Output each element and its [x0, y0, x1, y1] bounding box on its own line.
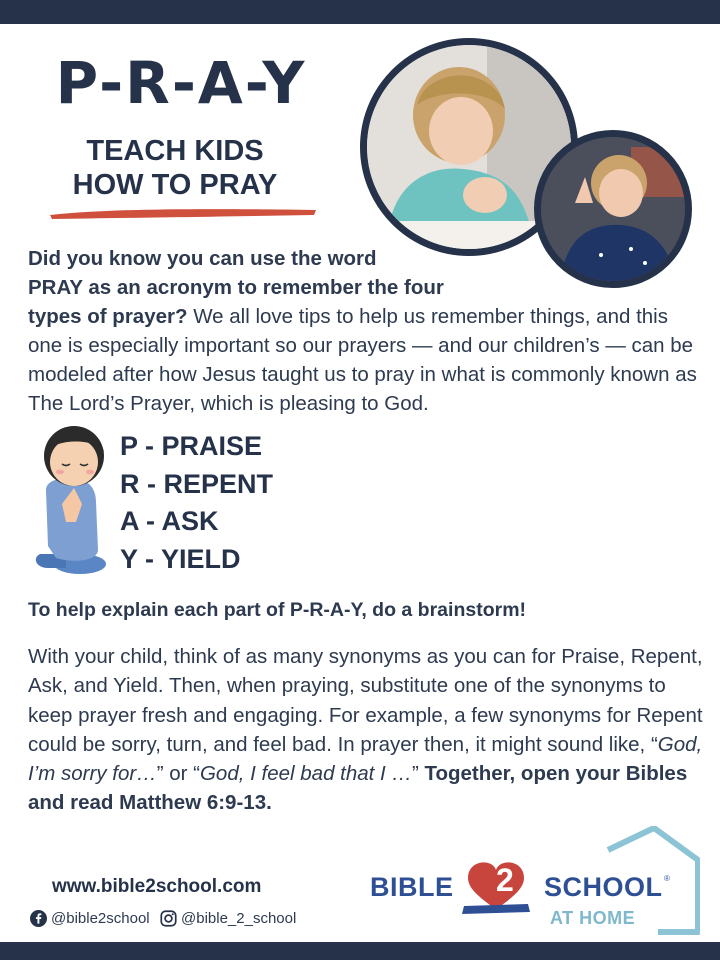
- facebook-icon: [30, 910, 47, 927]
- instagram-handle[interactable]: [160, 910, 296, 927]
- logo-registered-mark: ®: [664, 874, 670, 883]
- website-link[interactable]: www.bible2school.com: [52, 876, 262, 897]
- instagram-icon: [160, 910, 177, 927]
- body-quote-1: God, I’m sorry for…: [28, 732, 703, 786]
- intro-lead-line-1: Did you know you can use the word: [28, 247, 377, 270]
- intro-rest: We all love tips to help us remember things, and this one is especially important so our prayers — and our children’s — can be modeled after how Jesus taught us to pray in what is commonly known as The Lord’s Prayer, which is pleasing to God.: [28, 305, 697, 415]
- logo-number: 2: [496, 862, 514, 898]
- acronym-item: A - ASK: [120, 506, 219, 536]
- acronym-item: Y - YIELD: [120, 543, 241, 574]
- acronym-list: [120, 428, 273, 578]
- instagram-handle-text: @bible_2_school: [181, 910, 297, 927]
- body-between: ” or “: [156, 762, 200, 786]
- praying-kid-illustration: [26, 418, 112, 578]
- intro-lead-line-2: PRAY as an acronym to remember the four: [28, 276, 444, 299]
- facebook-handle-text: @bible2school: [51, 910, 150, 927]
- brainstorm-heading: To help explain each part of P-R-A-Y, do a brainstorm!: [28, 599, 527, 621]
- subtitle-line-1: TEACH KIDS: [86, 135, 264, 167]
- body-bold-close: Together, open your Bibles and read Matthew 6:9-13.: [28, 762, 688, 815]
- body-main: With your child, think of as many synonyms as you can for Praise, Repent, Ask, and Yield. Then, when praying, substitute one of the synonyms to keep prayer fresh and engaging. For example, a few synonyms for Repent could be sorry, turn, and feel bad. In prayer then, it might sound like, “: [28, 645, 703, 756]
- intro-paragraph: [28, 244, 698, 418]
- facebook-handle[interactable]: [30, 910, 150, 927]
- top-bar: [0, 0, 720, 24]
- acronym-item: P - PRAISE: [120, 431, 263, 461]
- body-after-quote: ”: [411, 762, 425, 786]
- body-quote-2: God, I feel bad that I …: [199, 762, 412, 786]
- page-subtitle: [40, 134, 310, 202]
- logo-subtitle: AT HOME: [550, 908, 636, 928]
- bible2school-logo: [368, 826, 700, 938]
- acronym-item: R - REPENT: [120, 468, 274, 499]
- body-paragraph: [28, 642, 708, 818]
- logo-word-bible: BIBLE: [370, 872, 454, 902]
- subtitle-line-2: HOW TO PRAY: [72, 169, 278, 201]
- bottom-bar: [0, 942, 720, 960]
- logo-word-school: SCHOOL: [544, 872, 663, 902]
- intro-lead-line-3: types of prayer?: [28, 305, 188, 328]
- page-title: P-R-A-Y: [55, 49, 307, 117]
- brush-underline: [48, 205, 318, 221]
